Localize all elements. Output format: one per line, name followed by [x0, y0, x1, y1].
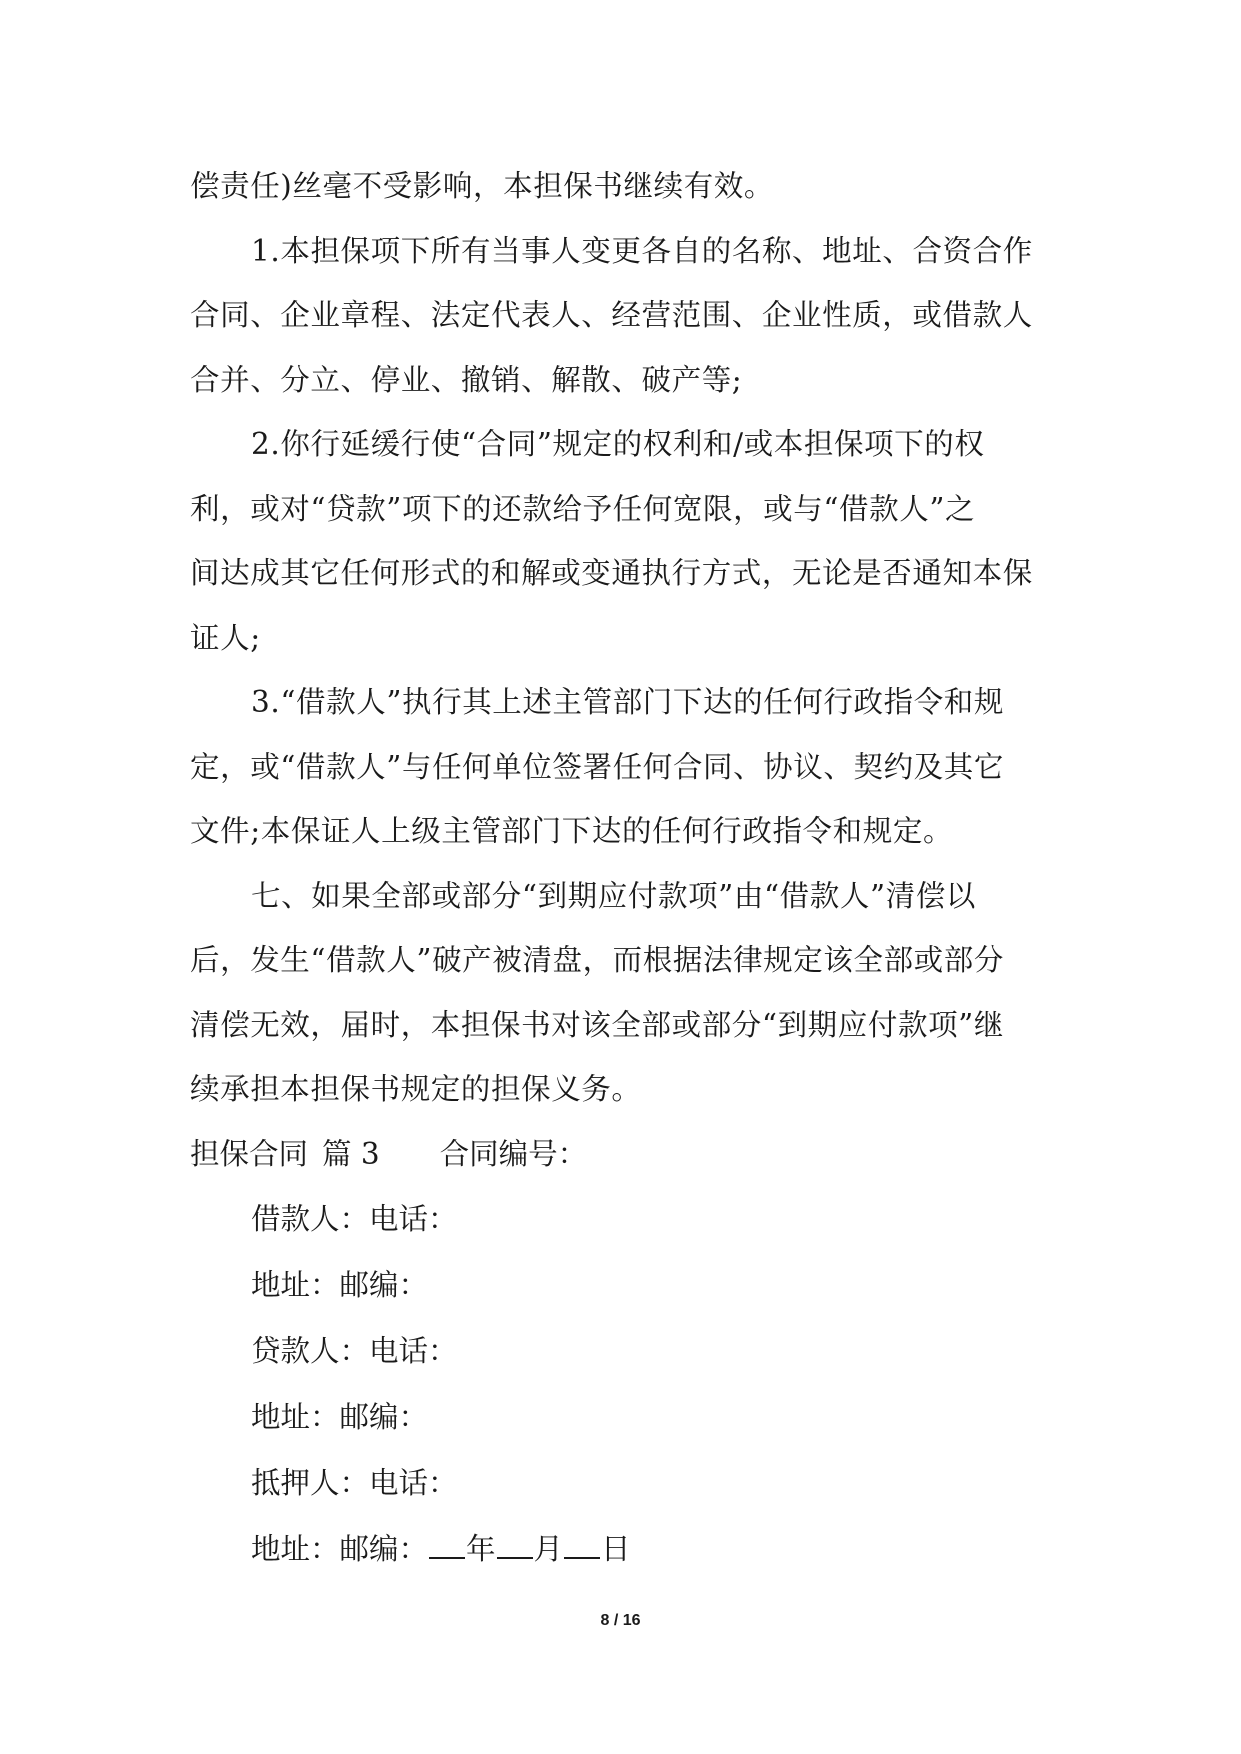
paragraph-line: 定，或“借款人”与任何单位签署任何合同、协议、契约及其它	[190, 749, 1004, 784]
paragraph-line: 七、如果全部或部分“到期应付款项”由“借款人”清偿以	[251, 878, 976, 913]
year-blank	[429, 1531, 465, 1559]
paragraph-line: 利，或对“贷款”项下的还款给予任何宽限，或与“借款人”之	[190, 491, 976, 526]
address-label: 地址：邮编：	[251, 1532, 429, 1566]
paragraph-line: 2.你行延缓行使“合同”规定的权利和/或本担保项下的权	[251, 427, 985, 461]
year-label: 年	[466, 1532, 496, 1566]
form-field-mortgagor-address-date	[190, 1516, 1060, 1582]
paragraph-line: 清偿无效，届时，本担保书对该全部或部分“到期应付款项”继	[190, 1007, 1004, 1042]
paragraph-line: 偿责任)丝毫不受影响，本担保书继续有效。	[190, 169, 775, 203]
paragraph-line: 1.本担保项下所有当事人变更各自的名称、地址、合资合作	[251, 233, 1033, 268]
section-part: 篇 3	[322, 1136, 380, 1171]
day-label: 日	[601, 1532, 631, 1566]
document-body	[190, 154, 1060, 1582]
paragraph-line: 间达成其它任何形式的和解或变通执行方式，无论是否通知本保	[190, 556, 1033, 590]
paragraph-line: 续承担本担保书规定的担保义务。	[190, 1072, 642, 1106]
form-field-borrower: 借款人：电话：	[251, 1202, 458, 1236]
paragraph-line: 3.“借款人”执行其上述主管部门下达的任何行政指令和规	[251, 685, 1005, 719]
contract-number-label: 合同编号：	[439, 1136, 588, 1171]
form-field-lender: 贷款人：电话：	[251, 1334, 458, 1368]
paragraph-line: 文件;本保证人上级主管部门下达的任何行政指令和规定。	[190, 814, 954, 848]
paragraph-line: 后，发生“借款人”破产被清盘，而根据法律规定该全部或部分	[190, 943, 1004, 977]
month-label: 月	[533, 1532, 564, 1566]
month-blank	[497, 1531, 533, 1559]
section-title: 担保合同	[190, 1136, 309, 1171]
form-field-mortgagor: 抵押人：电话：	[251, 1466, 458, 1500]
page-number: 8 / 16	[600, 1612, 641, 1629]
section-heading	[190, 1122, 1060, 1187]
form-field-lender-address: 地址：邮编：	[251, 1400, 429, 1434]
paragraph-line: 合并、分立、停业、撤销、解散、破产等;	[190, 362, 743, 397]
form-field-borrower-address: 地址：邮编：	[251, 1268, 429, 1302]
day-blank	[564, 1531, 600, 1559]
paragraph-line: 合同、企业章程、法定代表人、经营范围、企业性质，或借款人	[190, 298, 1033, 332]
paragraph-line: 证人;	[190, 620, 261, 655]
